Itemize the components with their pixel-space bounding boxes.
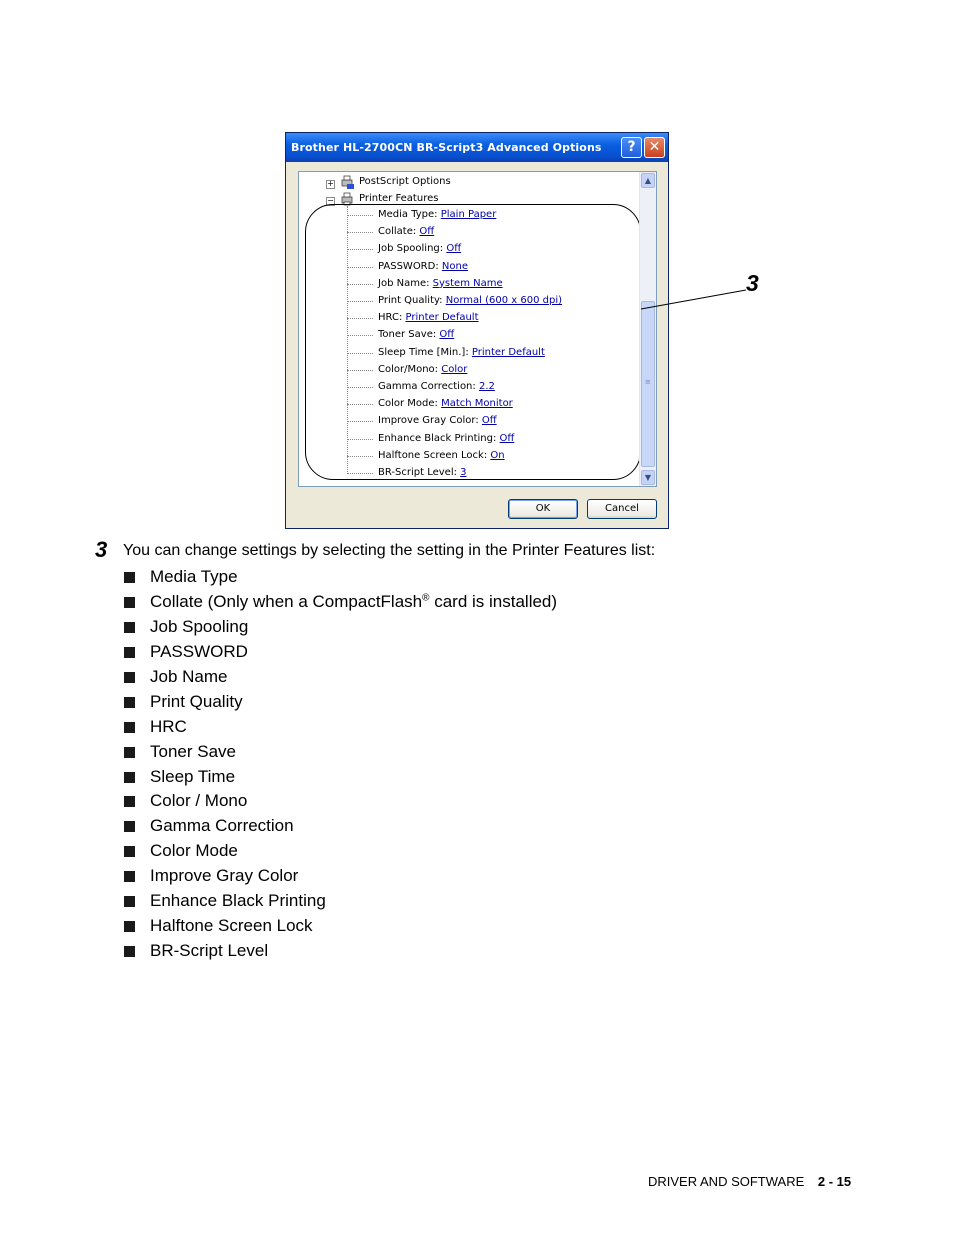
feature-list-text: Color / Mono [150,791,248,811]
feature-list-text-suffix: card is installed) [429,591,558,611]
advanced-options-dialog [285,132,669,529]
option-value[interactable]: Off [499,432,515,444]
feature-list-item [124,565,557,590]
option-label: Job Name: [378,277,430,289]
feature-list-text: BR-Script Level [150,941,269,961]
feature-list-text: Print Quality [150,691,243,711]
registered-mark: ® [422,592,430,604]
chevron-up-icon: ▲ [644,176,652,185]
bullet-square-icon [124,946,135,957]
feature-list-item [124,914,557,939]
option-value[interactable]: None [441,260,468,272]
feature-list-item [124,839,557,864]
option-value[interactable]: Off [481,415,497,427]
collapse-printer-features-toggle[interactable]: − [327,196,334,205]
option-label: BR-Script Level: [378,467,457,478]
scroll-up-button[interactable] [641,173,655,188]
feature-list-item [124,615,557,640]
scroll-down-button[interactable] [641,470,655,485]
feature-list-item [124,889,557,914]
page-number: 2 - 15 [817,1174,852,1189]
feature-list-text: HRC [150,716,187,736]
bullet-square-icon [124,871,135,882]
bullet-square-icon [124,846,135,857]
option-value[interactable]: Normal (600 x 600 dpi) [445,295,563,306]
feature-list-item [124,690,557,715]
option-value[interactable]: 3 [460,467,467,478]
page-footer [648,1174,851,1189]
bullet-square-icon [124,896,135,907]
bullet-square-icon [124,697,135,708]
feature-list-text: Improve Gray Color [150,866,299,886]
feature-list-item [124,864,557,889]
option-label: Halftone Screen Lock: [378,449,488,461]
option-label: Color Mode: [378,398,438,410]
close-button[interactable] [644,137,665,158]
bullet-square-icon [124,821,135,832]
feature-list-text: Gamma Correction [150,816,294,836]
feature-list-item [124,765,557,790]
feature-list-item [124,665,557,690]
scroll-thumb[interactable] [641,301,655,467]
chevron-down-icon: ▼ [644,473,652,482]
feature-list-item [124,640,557,665]
feature-list-text: Color Mode [150,841,238,861]
feature-list [124,565,557,964]
grip-icon: ≡ [645,378,651,386]
tree-scrollbar[interactable] [639,172,656,486]
dialog-title: Brother HL-2700CN BR-Script3 Advanced Options [291,141,602,154]
tree-node-postscript-options[interactable]: PostScript Options [359,176,451,187]
bullet-square-icon [124,647,135,658]
bullet-square-icon [124,672,135,683]
option-value[interactable]: Off [439,329,455,341]
feature-list-text: Job Name [150,666,228,686]
step-text: You can change settings by selecting the setting in the Printer Features list: [123,542,656,559]
option-label: PASSWORD: [378,260,439,272]
help-button[interactable] [621,137,642,158]
step-number: 3 [95,537,108,562]
option-value[interactable]: Color [441,363,468,375]
feature-list-text: Halftone Screen Lock [150,916,313,936]
feature-list-item [124,789,557,814]
feature-list-text: Collate (Only when a CompactFlash [150,591,423,611]
feature-list-item [124,715,557,740]
bullet-square-icon [124,796,135,807]
option-label: Sleep Time [Min.]: [378,346,469,358]
bullet-square-icon [124,921,135,932]
option-value[interactable]: 2.2 [478,381,495,392]
feature-list-text: Media Type [150,567,238,586]
dialog-titlebar[interactable] [286,133,668,162]
ok-button[interactable]: OK [508,499,578,519]
option-label: Media Type: [378,209,438,220]
expand-postscript-toggle[interactable]: + [327,179,334,188]
feature-list-text: PASSWORD [150,641,248,661]
options-tree[interactable] [298,171,657,487]
cancel-button[interactable]: Cancel [587,499,657,519]
option-label: Color/Mono: [378,363,439,375]
bullet-square-icon [124,572,135,583]
footer-section: DRIVER AND SOFTWARE [648,1174,805,1189]
feature-list-text: Job Spooling [150,616,249,636]
option-label: Job Spooling: [378,243,444,255]
feature-list-item [124,939,557,964]
feature-list-item [124,590,557,615]
option-value[interactable]: Match Monitor [441,398,513,410]
bullet-square-icon [124,722,135,733]
help-icon: ? [627,139,636,155]
callout-number: 3 [746,270,759,296]
option-value[interactable]: On [490,449,505,461]
feature-list-item [124,740,557,765]
option-value[interactable]: Off [446,243,462,255]
bullet-square-icon [124,597,135,608]
option-value[interactable]: Plain Paper [440,209,497,220]
option-value[interactable]: Off [419,226,435,238]
callout-oval [305,204,641,480]
close-icon: ✕ [648,139,661,155]
option-label: HRC: [378,312,403,324]
printer-ps-icon [340,175,354,189]
option-label: Gamma Correction: [378,381,476,392]
feature-list-text: Enhance Black Printing [150,891,326,911]
bullet-square-icon [124,747,135,758]
bullet-square-icon [124,772,135,783]
option-label: Enhance Black Printing: [378,432,497,444]
feature-list-item [124,814,557,839]
tree-node-printer-features[interactable]: Printer Features [359,193,439,204]
option-label: Improve Gray Color: [378,415,479,427]
option-label: Print Quality: [378,295,443,306]
bullet-square-icon [124,622,135,633]
option-value[interactable]: Printer Default [405,312,479,324]
option-label: Toner Save: [378,329,437,341]
option-label: Collate: [378,226,417,238]
feature-list-text: Sleep Time [150,766,236,786]
option-value[interactable]: System Name [432,277,503,289]
option-value[interactable]: Printer Default [471,346,545,358]
feature-list-text: Toner Save [150,741,236,761]
